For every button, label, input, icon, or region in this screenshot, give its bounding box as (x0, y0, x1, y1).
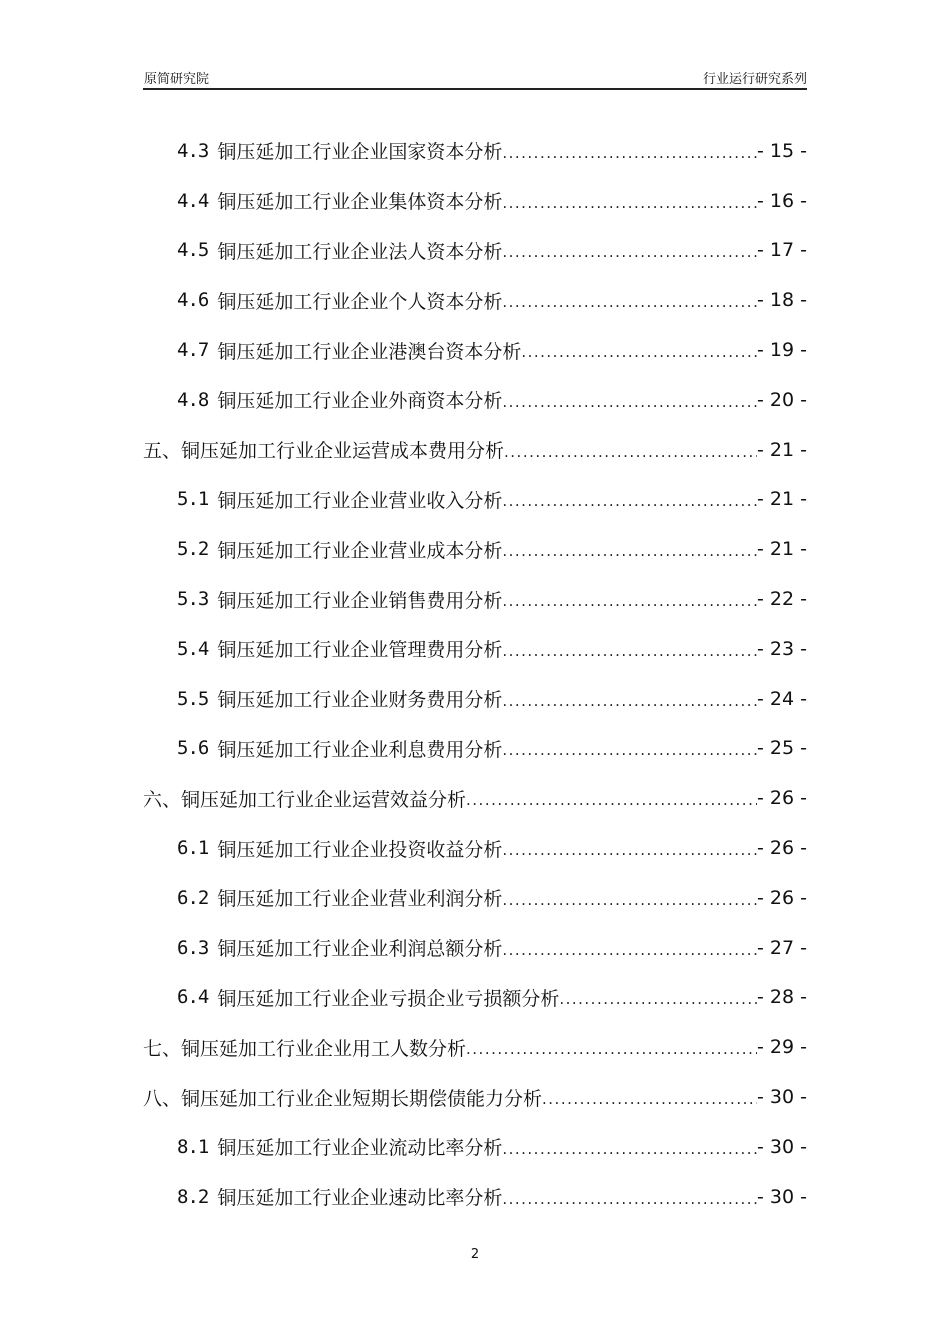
toc-entry[interactable] (143, 973, 807, 1023)
toc-entry-number: 5.4 (177, 637, 209, 660)
toc-entry-number: 4.4 (177, 189, 209, 212)
toc-entry[interactable] (143, 1122, 807, 1172)
toc-leader-dots (502, 190, 757, 212)
toc-entry-number: 8.1 (177, 1135, 209, 1158)
toc-entry-page: - 30 - (757, 1135, 807, 1158)
toc-entry-page: - 29 - (757, 1036, 807, 1059)
toc-entry-number: 4.3 (177, 139, 209, 162)
toc-entry-number: 6.2 (177, 886, 209, 909)
toc-entry-number: 4.7 (177, 339, 209, 362)
toc-entry-page: - 24 - (757, 687, 807, 710)
toc-entry[interactable] (143, 674, 807, 724)
toc-leader-dots (502, 737, 757, 759)
toc-entry-page: - 16 - (757, 189, 807, 212)
toc-entry-title: 铜压延加工行业企业法人资本分析 (217, 240, 503, 263)
toc-entry-title: 六、铜压延加工行业企业运营效益分析 (143, 788, 467, 811)
toc-entry-page: - 21 - (757, 488, 807, 511)
toc-entry-number: 5.2 (177, 538, 209, 561)
toc-entry-title: 五、铜压延加工行业企业运营成本费用分析 (143, 440, 505, 463)
toc-entry-page: - 18 - (757, 289, 807, 312)
toc-entry[interactable] (143, 126, 807, 176)
toc-chapter-entry[interactable] (143, 773, 807, 823)
toc-entry-number: 5.6 (177, 737, 209, 760)
toc-entry-title: 铜压延加工行业企业投资收益分析 (217, 838, 503, 861)
toc-leader-dots (559, 986, 757, 1008)
toc-entry-number: 6.3 (177, 936, 209, 959)
toc-entry-title: 铜压延加工行业企业个人资本分析 (217, 290, 503, 313)
toc-entry-number: 5.3 (177, 588, 209, 611)
page-number: 2 (470, 1247, 480, 1262)
toc-leader-dots (502, 289, 757, 311)
toc-leader-dots (466, 787, 757, 809)
toc-entry-title: 铜压延加工行业企业销售费用分析 (217, 589, 503, 612)
toc-entry-number: 4.8 (177, 388, 209, 411)
toc-entry-page: - 21 - (757, 538, 807, 561)
toc-entry[interactable] (143, 375, 807, 425)
toc-leader-dots (542, 1086, 757, 1108)
toc-leader-dots (521, 339, 757, 361)
toc-entry[interactable] (143, 624, 807, 674)
toc-entry-title: 铜压延加工行业企业国家资本分析 (217, 141, 503, 164)
toc-chapter-entry[interactable] (143, 425, 807, 475)
toc-entry-page: - 26 - (757, 837, 807, 860)
toc-leader-dots (502, 638, 757, 660)
toc-leader-dots (502, 140, 757, 162)
toc-entry-title: 铜压延加工行业企业管理费用分析 (217, 639, 503, 662)
toc-entry-title: 铜压延加工行业企业营业收入分析 (217, 489, 503, 512)
toc-entry-page: - 25 - (757, 737, 807, 760)
toc-leader-dots (502, 239, 757, 261)
toc-chapter-entry[interactable] (143, 1072, 807, 1122)
toc-leader-dots (502, 937, 757, 959)
toc-entry-title: 铜压延加工行业企业利润总额分析 (217, 938, 503, 961)
toc-leader-dots (502, 538, 757, 560)
toc-leader-dots (502, 389, 757, 411)
toc-entry-page: - 15 - (757, 139, 807, 162)
toc-leader-dots (502, 688, 757, 710)
toc-entry-title: 铜压延加工行业企业营业利润分析 (217, 888, 503, 911)
toc-entry[interactable] (143, 823, 807, 873)
toc-leader-dots (502, 887, 757, 909)
toc-entry-page: - 30 - (757, 1086, 807, 1109)
toc-entry[interactable] (143, 574, 807, 624)
toc-entry-number: 8.2 (177, 1185, 209, 1208)
toc-entry-number: 5.1 (177, 488, 209, 511)
toc-entry-title: 铜压延加工行业企业流动比率分析 (217, 1137, 503, 1160)
header-org-name: 原简研究院 (144, 72, 210, 87)
toc-leader-dots (502, 837, 757, 859)
toc-entry[interactable] (143, 923, 807, 973)
toc-entry-title: 铜压延加工行业企业营业成本分析 (217, 539, 503, 562)
toc-leader-dots (502, 488, 757, 510)
toc-entry-page: - 26 - (757, 886, 807, 909)
toc-entry-page: - 27 - (757, 936, 807, 959)
toc-entry-page: - 22 - (757, 588, 807, 611)
toc-entry-title: 七、铜压延加工行业企业用工人数分析 (143, 1037, 467, 1060)
toc-entry[interactable] (143, 325, 807, 375)
toc-entry-number: 6.1 (177, 837, 209, 860)
toc-entry-title: 铜压延加工行业企业集体资本分析 (217, 191, 503, 214)
toc-leader-dots (502, 1186, 757, 1208)
toc-entry[interactable] (143, 275, 807, 325)
page-header (143, 66, 807, 90)
toc-entry-title: 铜压延加工行业企业外商资本分析 (217, 390, 503, 413)
toc-entry-number: 4.6 (177, 289, 209, 312)
toc-leader-dots (466, 1036, 757, 1058)
toc-entry-page: - 17 - (757, 239, 807, 262)
header-series-name: 行业运行研究系列 (702, 72, 807, 87)
toc-entry-page: - 20 - (757, 388, 807, 411)
toc-entry-title: 铜压延加工行业企业速动比率分析 (217, 1187, 503, 1210)
toc-entry-page: - 21 - (757, 438, 807, 461)
toc-entry-page: - 26 - (757, 787, 807, 810)
toc-entry-page: - 30 - (757, 1185, 807, 1208)
toc-entry-page: - 19 - (757, 339, 807, 362)
toc-entry-title: 铜压延加工行业企业亏损企业亏损额分析 (217, 987, 560, 1010)
toc-entry[interactable] (143, 724, 807, 774)
toc-entry-number: 4.5 (177, 239, 209, 262)
toc-leader-dots (504, 439, 757, 461)
toc-entry-page: - 28 - (757, 986, 807, 1009)
toc-entry-title: 铜压延加工行业企业财务费用分析 (217, 689, 503, 712)
toc-entry[interactable] (143, 475, 807, 525)
toc-leader-dots (502, 1136, 757, 1158)
toc-entry-title: 铜压延加工行业企业港澳台资本分析 (217, 340, 522, 363)
toc-entry-number: 5.5 (177, 687, 209, 710)
toc-entry-title: 铜压延加工行业企业利息费用分析 (217, 738, 503, 761)
toc-entry[interactable] (143, 176, 807, 226)
toc-entry[interactable] (143, 1172, 807, 1222)
toc-entry-page: - 23 - (757, 637, 807, 660)
toc-entry-title: 八、铜压延加工行业企业短期长期偿债能力分析 (143, 1087, 543, 1110)
toc-entry[interactable] (143, 226, 807, 276)
toc-chapter-entry[interactable] (143, 1022, 807, 1072)
table-of-contents (143, 126, 807, 1222)
toc-entry[interactable] (143, 873, 807, 923)
toc-entry[interactable] (143, 524, 807, 574)
toc-leader-dots (502, 588, 757, 610)
toc-entry-number: 6.4 (177, 986, 209, 1009)
